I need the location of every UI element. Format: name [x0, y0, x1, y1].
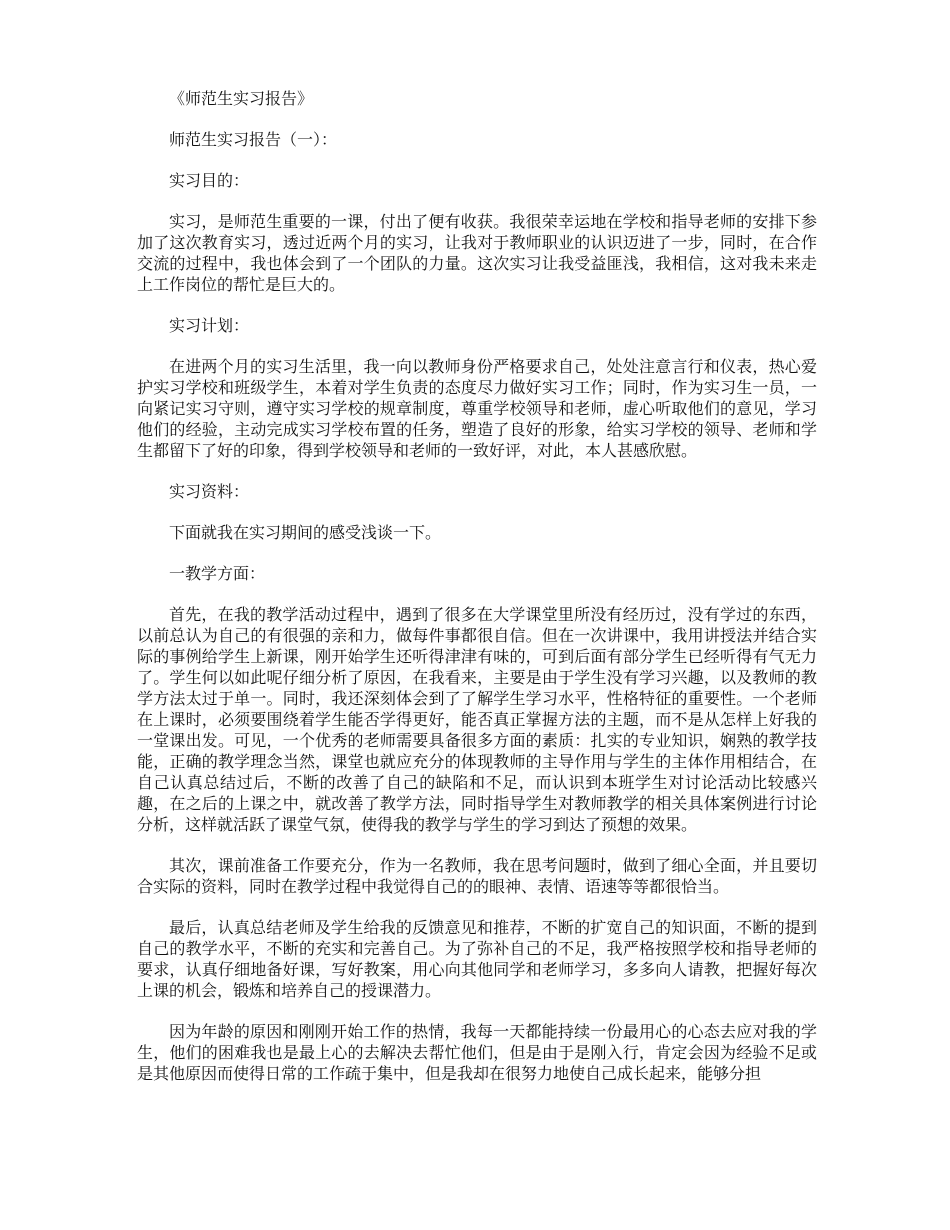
purpose-paragraph: 实习，是师范生重要的一课，付出了便有收获。我很荣幸运地在学校和指导老师的安排下参加了这次教育实习，透过近两个月的实习，让我对于教师职业的认识迈进了一步，同时，在合作交流的过程中，我也体会到了一个团队的力量。这次实习让我受益匪浅，我相信，这对我未来走上工作岗位的帮忙是巨大的。 — [137, 212, 817, 294]
plan-paragraph: 在进两个月的实习生活里，我一向以教师身份严格要求自己，处处注意言行和仪表，热心爱护实习学校和班级学生，本着对学生负责的态度尽力做好实习工作；同时，作为实习生一员，一向紧记实习守则，遵守实习学校的规章制度，尊重学校领导和老师，虚心听取他们的意见，学习他们的经验，主动完成实习学校布置的任务，塑造了良好的形象，给实习学校的领导、老师和学生都留下了好的印象，得到学校领导和老师的一致好评，对此，本人甚感欣慰。 — [137, 357, 817, 460]
content-heading: 实习资料： — [169, 482, 250, 501]
teaching-paragraph-2: 其次，课前准备工作要充分，作为一名教师，我在思考问题时，做到了细心全面，并且要切合实际的资料，同时在教学过程中我觉得自己的的眼神、表情、语速等等都很恰当。 — [137, 856, 817, 896]
teaching-heading: 一教学方面： — [169, 564, 266, 583]
plan-heading: 实习计划： — [169, 316, 250, 335]
document-body — [137, 88, 817, 1104]
teaching-paragraph-3: 最后，认真总结老师及学生给我的反馈意见和推荐，不断的扩宽自己的知识面，不断的提到自己的教学水平，不断的充实和完善自己。为了弥补自己的不足，我严格按照学校和指导老师的要求，认真仔细地备好课，写好教案，用心向其他同学和老师学习，多多向人请教，把握好每次上课的机会，锻炼和培养自己的授课潜力。 — [137, 918, 817, 1000]
purpose-heading: 实习目的： — [169, 171, 250, 190]
teaching-paragraph-4: 因为年龄的原因和刚刚开始工作的热情，我每一天都能持续一份最用心的心态去应对我的学生，他们的困难我也是最上心的去解决去帮忙他们，但是由于是刚入行，肯定会因为经验不足或是其他原因而使得日常的工作疏于集中，但是我却在很努力地使自己成长起来，能够分担 — [137, 1022, 817, 1083]
document-subtitle: 师范生实习报告（一）： — [169, 130, 338, 149]
document-title: 《师范生实习报告》 — [169, 89, 314, 108]
content-intro: 下面就我在实习期间的感受浅谈一下。 — [169, 523, 442, 542]
teaching-paragraph-1: 首先，在我的教学活动过程中，遇到了很多在大学课堂里所没有经历过，没有学过的东西，以前总认为自己的有很强的亲和力，做每件事都很自信。但在一次讲课中，我用讲授法并结合实际的事例给学生上新课，刚开始学生还听得津津有味的，可到后面有部分学生已经听得有气无力了。学生何以如此呢仔细分析了原因，在我看来，主要是由于学生没有学习兴趣，以及教师的教学方法太过于单一。同时，我还深刻体会到了了解学生学习水平，性格特征的重要性。一个老师在上课时，必须要围绕着学生能否学得更好，能否真正掌握方法的主题，而不是从怎样上好我的一堂课出发。可见，一个优秀的老师需要具备很多方面的素质：扎实的专业知识，娴熟的教学技能，正确的教学理念当然，课堂也就应充分的体现教师的主导作用与学生的主体作用相结合，在自己认真总结过后，不断的改善了自己的缺陷和不足，而认识到本班学生对讨论活动比较感兴趣，在之后的上课之中，就改善了教学方法，同时指导学生对教师教学的相关具体案例进行讨论分析，这样就活跃了课堂气氛，使得我的教学与学生的学习到达了预想的效果。 — [137, 605, 817, 834]
